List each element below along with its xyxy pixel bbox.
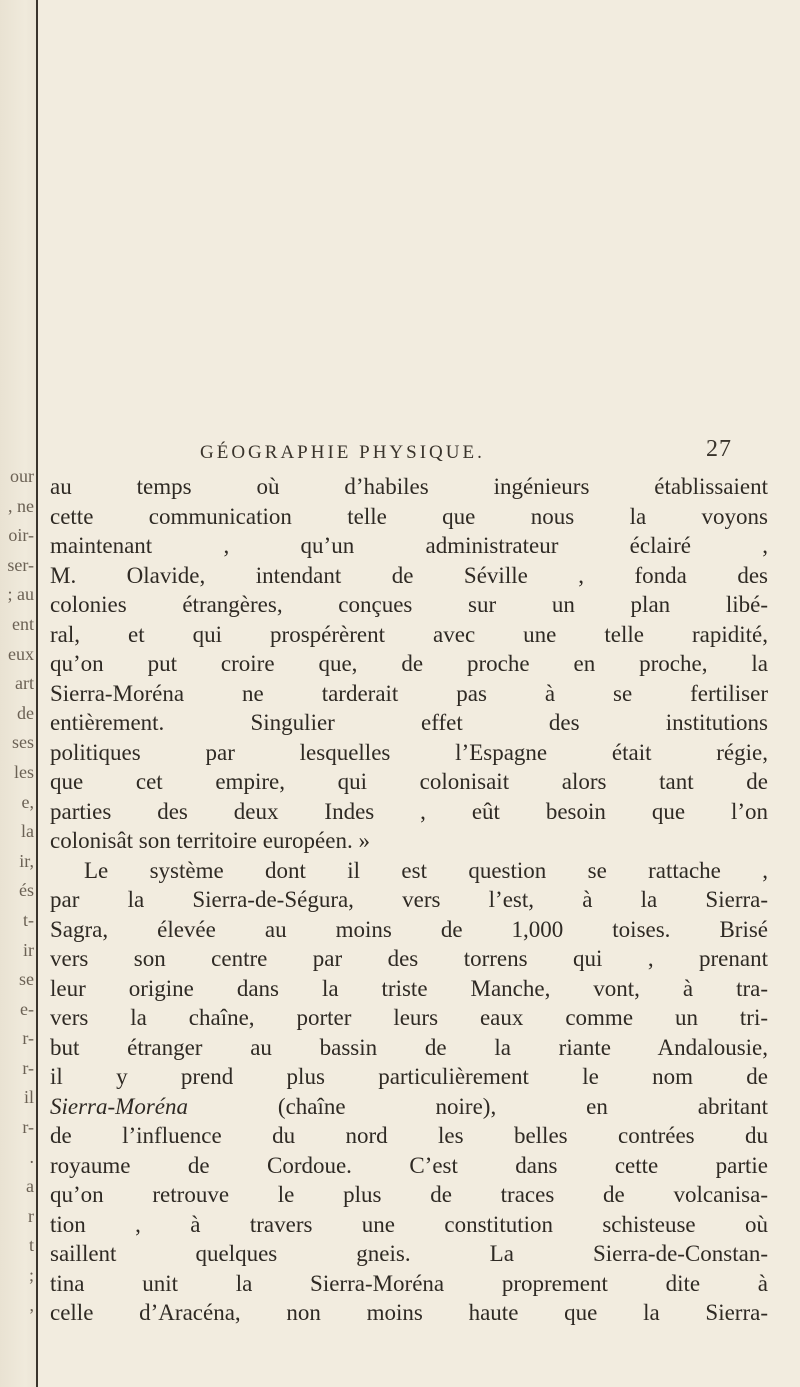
fragment: e, (21, 791, 34, 812)
text-line-with-italic (50, 1092, 768, 1122)
paragraph-first-line: Le système dont il est question se rattache , (84, 857, 768, 883)
text-line: colonies étrangères, conçues sur un plan libé- (50, 592, 768, 617)
fragment: a (26, 1176, 34, 1197)
fragment: ir (23, 939, 34, 960)
fragment: ser- (7, 554, 34, 575)
running-title: GÉOGRAPHIE PHYSIQUE. (200, 442, 485, 463)
fragment: r (28, 1205, 34, 1226)
page-edge-line (36, 0, 38, 1387)
facing-page-fragments (2, 462, 36, 1320)
text-line: but étranger au bassin de la riante Andalousie, (50, 1034, 768, 1060)
fragment: art (15, 673, 34, 694)
text-line: vers la chaîne, porter leurs eaux comme un tri- (50, 1005, 768, 1030)
text-line: de l’influence du nord les belles contrées du (50, 1123, 768, 1148)
fragment: . (29, 1146, 34, 1167)
fragment: our (10, 466, 34, 486)
fragment: eux (8, 643, 34, 664)
fragment: és (19, 880, 34, 901)
fragment: e- (20, 998, 34, 1019)
text-line: leur origine dans la triste Manche, vont, à tra- (50, 975, 768, 1001)
text-line: M. Olavide, intendant de Séville , fonda des (50, 562, 768, 588)
text-line: maintenant , qu’un administrateur éclairé , (50, 533, 768, 558)
text-line: parties des deux Indes , eût besoin que l’on (50, 798, 768, 824)
page-number: 27 (706, 436, 732, 462)
fragment: oir- (8, 525, 34, 546)
fragment: t- (23, 909, 34, 930)
text-line: il y prend plus particulièrement le nom de (50, 1064, 768, 1089)
text-line: vers son centre par des torrens qui , prenant (50, 946, 768, 971)
fragment: de (17, 702, 34, 723)
running-header (180, 436, 740, 476)
fragment: r- (22, 1028, 34, 1049)
text-line: que cet empire, qui colonisait alors tant de (50, 769, 768, 794)
fragment: ir, (19, 850, 34, 871)
text-line: ral, et qui prospérèrent avec une telle rapidité, (50, 621, 768, 647)
fragment: , ne (8, 495, 34, 516)
text-line: Sierra-Moréna ne tarderait pas à se fertiliser (50, 680, 768, 706)
fragment: t (28, 1235, 34, 1256)
text-line: cette communication telle que nous la voyons (50, 503, 768, 529)
text-fragment: (chaîne noire), en abritant (277, 1093, 769, 1119)
fragment: ; (28, 1265, 34, 1286)
fragment: , (29, 1294, 34, 1315)
fragment: la (21, 821, 34, 842)
text-line: Sagra, élevée au moins de 1,000 toises. Brisé (50, 916, 768, 942)
text-line: celle d’Aracéna, non moins haute que la Sierra- (50, 1300, 768, 1325)
text-line: par la Sierra-de-Ségura, vers l’est, à la Sierra- (50, 887, 768, 912)
fragment: r- (22, 1057, 34, 1078)
fragment: les (14, 761, 34, 782)
text-line: qu’on put croire que, de proche en proche, la (50, 651, 768, 676)
body-text (50, 472, 768, 1328)
text-line: tion , à travers une constitution schisteuse où (50, 1211, 768, 1237)
fragment: ent (12, 613, 34, 634)
fragment: r- (22, 1117, 34, 1138)
fragment: ses (12, 732, 34, 753)
text-line: tina unit la Sierra-Moréna proprement dite à (50, 1270, 768, 1296)
text-line: royaume de Cordoue. C’est dans cette partie (50, 1152, 768, 1178)
text-line: au temps où d’habiles ingénieurs établissaient (50, 474, 768, 499)
text-line: qu’on retrouve le plus de traces de volcanisa- (50, 1182, 768, 1207)
fragment: il (23, 1087, 34, 1108)
text-line: colonisât son territoire européen. » (50, 828, 370, 853)
text-line: saillent quelques gneis. La Sierra-de-Constan- (50, 1241, 768, 1266)
text-line: politiques par lesquelles l’Espagne était régie, (50, 739, 768, 765)
text-line: entièrement. Singulier effet des institutions (50, 710, 768, 735)
italic-term: Sierra-Moréna (50, 1093, 188, 1119)
fragment: se (19, 969, 34, 990)
fragment: ; au (7, 584, 34, 605)
